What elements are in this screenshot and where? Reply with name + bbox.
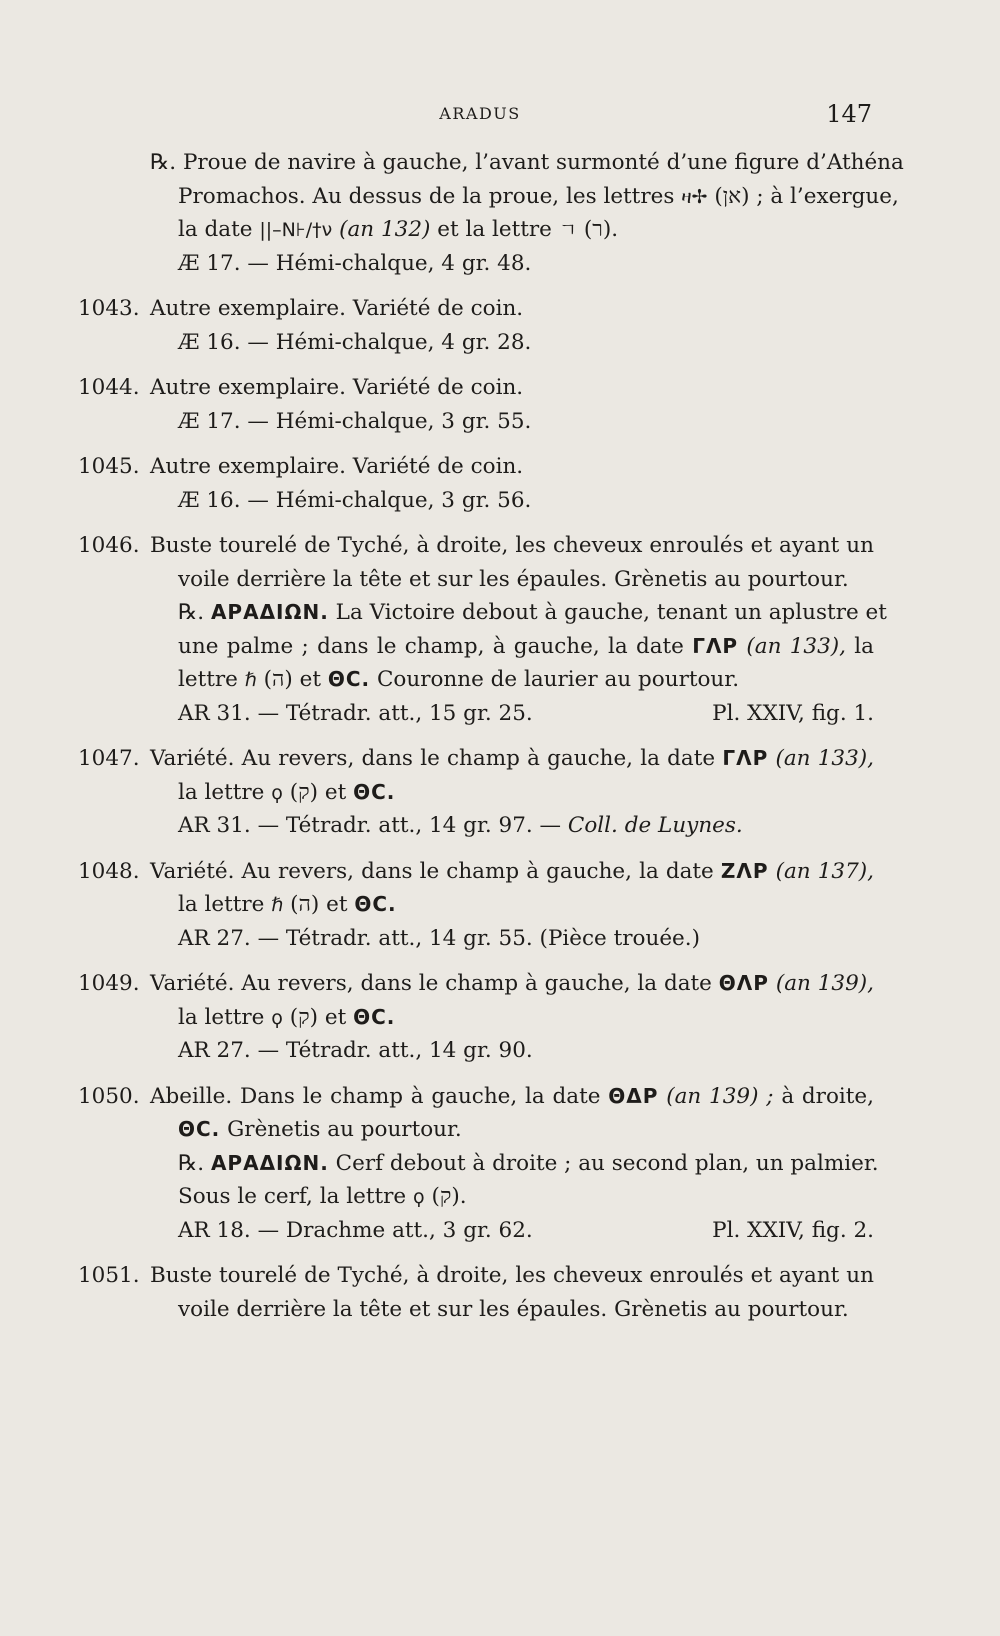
entry-1049: 1049. Variété. Au revers, dans le champ à gauche, la date ΘΛΡ (an 139), xyxy=(0,967,1000,1001)
coin-metrics: Æ 16. — Hémi-chalque, 3 gr. 56. xyxy=(178,487,532,513)
line xyxy=(0,247,1000,281)
line xyxy=(0,484,1000,518)
coin-metrics: AR 27. — Tétradr. att., 14 gr. 90. xyxy=(178,1038,533,1063)
line xyxy=(0,405,1000,439)
line: la date ||–Ν⊦/†ν (an 132) et la lettre ㄱ (ר). xyxy=(178,217,619,242)
line xyxy=(0,922,1000,956)
running-head xyxy=(0,100,1000,130)
line xyxy=(0,326,1000,360)
entry-number: 1050. xyxy=(78,1083,140,1109)
line: voile derrière la tête et sur les épaules. Grènetis au pourtour. xyxy=(178,1296,849,1322)
line xyxy=(0,697,1000,731)
line: Promachos. Au dessus de la proue, les lettres ዛ✢ (אן) ; à l’exergue, xyxy=(178,183,899,209)
phoenician-letters-glyph: ዛ✢ xyxy=(681,185,708,208)
line xyxy=(0,146,1000,180)
entry-1046: 1046. Buste tourelé de Tyché, à droite, les cheveux enroulés et ayant un xyxy=(0,529,1000,563)
greek-date: ΘΔΡ xyxy=(608,1083,659,1108)
coin-metrics: Æ 17. — Hémi-chalque, 4 gr. 48. xyxy=(178,250,532,276)
line: voile derrière la tête et sur les épaules. Grènetis au pourtour. xyxy=(178,566,849,592)
line: ℞. ΑΡΑΔΙΩΝ. Cerf debout à droite ; au second plan, un palmier. xyxy=(178,1150,879,1176)
line xyxy=(0,1034,1000,1068)
entry-number: 1051. xyxy=(78,1263,140,1288)
entry-1047: 1047. Variété. Au revers, dans le champ à gauche, la date ΓΛΡ (an 133), xyxy=(0,742,1000,776)
greek-legend: ΑΡΑΔΙΩΝ. xyxy=(210,600,329,624)
coin-metrics: Æ 17. — Hémi-chalque, 3 gr. 55. xyxy=(178,408,532,434)
catalogue-text xyxy=(0,146,1000,1326)
greek-date: ΘΛΡ xyxy=(718,971,769,995)
greek-date: ΓΛΡ xyxy=(722,746,769,770)
phoenician-letter-glyph: ϙ xyxy=(271,781,283,804)
line: ΘC. Grènetis au pourtour. xyxy=(178,1117,462,1142)
line: la lettre ϙ (ק) et ΘC. xyxy=(178,1004,396,1030)
reverse-description: ℞. Proue de navire à gauche, l’avant surmonté d’une figure d’Athéna xyxy=(150,150,904,175)
greek-date: ΖΛΡ xyxy=(720,858,769,883)
line: la lettre ℏ (ה) et ΘC. xyxy=(178,892,397,917)
entry-number: 1044. xyxy=(78,375,140,400)
plate-reference: Pl. XXIV, fig. 1. xyxy=(712,700,874,726)
entry-number: 1049. xyxy=(78,971,140,996)
greek-letters: ΘC. xyxy=(353,1004,396,1029)
line: Sous le cerf, la lettre ϙ (ק). xyxy=(178,1184,467,1209)
entry-1044: 1044. Autre exemplaire. Variété de coin. xyxy=(0,371,1000,405)
entry-1051: 1051. Buste tourelé de Tyché, à droite, les cheveux enroulés et ayant un xyxy=(0,1259,1000,1293)
greek-letters: ΘC. xyxy=(354,892,397,916)
greek-letters: ΘC. xyxy=(327,667,371,691)
entry-1045: 1045. Autre exemplaire. Variété de coin. xyxy=(0,450,1000,484)
entry-number: 1043. xyxy=(78,296,140,321)
line: ℞. ΑΡΑΔΙΩΝ. La Victoire debout à gauche, tenant un aplustre et xyxy=(178,600,887,625)
entry-1048: 1048. Variété. Au revers, dans le champ à gauche, la date ΖΛΡ (an 137), xyxy=(0,855,1000,889)
phoenician-letter-glyph: ϙ xyxy=(271,1006,283,1029)
coin-metrics: AR 18. — Drachme att., 3 gr. 62. xyxy=(178,1217,533,1243)
entry-number: 1048. xyxy=(78,858,140,884)
phoenician-date-glyph: ||–Ν⊦/†ν xyxy=(259,219,333,241)
coin-metrics: AR 31. — Tétradr. att., 15 gr. 25. xyxy=(178,700,533,726)
running-title: ARADUS xyxy=(439,104,521,123)
line: lettre ℏ (ה) et ΘC. Couronne de laurier au pourtour. xyxy=(178,667,740,692)
line: une palme ; dans le champ, à gauche, la date ΓΛΡ (an 133), la xyxy=(178,633,874,659)
phoenician-letter-glyph: ϙ xyxy=(412,1186,425,1208)
entry-number: 1046. xyxy=(78,533,140,558)
line xyxy=(0,1214,1000,1248)
greek-date: ΓΛΡ xyxy=(692,633,739,658)
entry-1043: 1043. Autre exemplaire. Variété de coin. xyxy=(0,292,1000,326)
coin-metrics: Æ 16. — Hémi-chalque, 4 gr. 28. xyxy=(178,329,532,355)
plate-reference: Pl. XXIV, fig. 2. xyxy=(712,1217,874,1243)
greek-legend: ΑΡΑΔΙΩΝ. xyxy=(210,1150,329,1175)
coin-metrics: AR 31. — Tétradr. att., 14 gr. 97. — xyxy=(178,813,562,838)
line xyxy=(0,809,1000,843)
greek-letters: ΘC. xyxy=(178,1117,221,1141)
collection-reference: Coll. de Luynes. xyxy=(567,813,743,838)
greek-letters: ΘC. xyxy=(353,779,396,804)
entry-number: 1047. xyxy=(78,746,140,771)
entry-number: 1045. xyxy=(78,454,140,479)
coin-metrics: AR 27. — Tétradr. att., 14 gr. 55. (Pièce trouée.) xyxy=(178,925,700,951)
entry-1050: 1050. Abeille. Dans le champ à gauche, la date ΘΔΡ (an 139) ; à droite, xyxy=(0,1080,1000,1114)
phoenician-letter-glyph: ℏ xyxy=(244,669,257,691)
line: la lettre ϙ (ק) et ΘC. xyxy=(178,779,396,805)
phoenician-letter-glyph: ℏ xyxy=(271,894,284,916)
page-number: 147 xyxy=(826,100,872,128)
phoenician-letter-glyph: ㄱ xyxy=(558,219,578,241)
